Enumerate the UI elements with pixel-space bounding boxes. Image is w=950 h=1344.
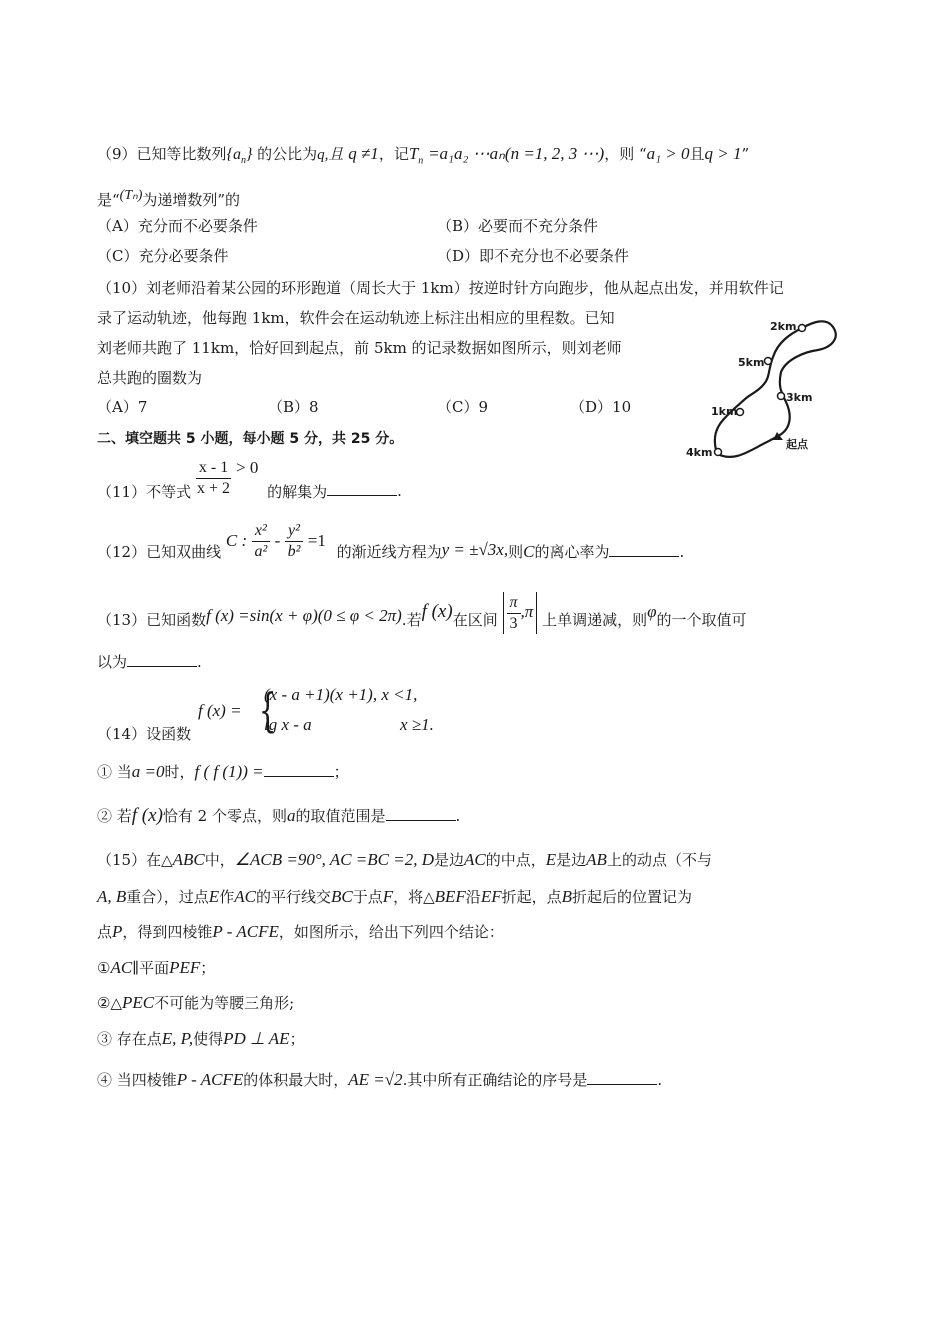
q14-p2-end: . — [455, 807, 461, 825]
q15-l2-g: 折起，点 — [501, 888, 562, 906]
q15-l2-e2: ，将△ — [393, 888, 435, 906]
q9-a1: a₁ > 0 — [646, 144, 690, 163]
q14-p1-b: 时， — [164, 763, 195, 781]
label-start: 起点 — [786, 438, 808, 451]
q15-l3-c: ，如图所示，给出下列四个结论： — [278, 923, 504, 941]
q15-l2-e: E — [208, 887, 220, 906]
q14-p1-answer-blank[interactable] — [264, 762, 334, 777]
q15-c2-b: 不可能为等腰三角形; — [154, 994, 295, 1012]
q15-l2-bc: BC — [330, 887, 353, 906]
q13-number: （13）已知函数 — [97, 611, 207, 629]
q15-ab: AB — [586, 850, 607, 869]
q15-l2-c: 的平行线交 — [255, 888, 331, 906]
q12-curve: C : — [225, 531, 248, 550]
q15-l1-c: 是边 — [433, 851, 464, 869]
q14-case-2-expr: lg x - a — [264, 715, 312, 734]
q11-denominator: x + 2 — [197, 479, 231, 497]
q10-option-d: （D）10 — [570, 398, 632, 416]
section-2-heading: 二、填空题共 5 小题，每小题 5 分，共 25 分。 — [97, 431, 404, 447]
q12-y2: y² — [285, 521, 303, 542]
q15-c2-pec: PEC — [121, 993, 155, 1012]
q13-pi-end: ,π — [520, 602, 534, 622]
q15-c4-pyramid: P - ACFE — [176, 1070, 244, 1089]
q15-c2-a: ②△ — [97, 994, 122, 1012]
q15-l1-b: 中， — [204, 851, 235, 869]
q9-option-c: （C）充分必要条件 — [97, 247, 229, 265]
q14-p1-end: ； — [333, 763, 349, 781]
q15-l3-a: 点 — [97, 923, 113, 941]
q9-option-a: （A）充分而不必要条件 — [97, 217, 258, 235]
label-2km: 2km — [770, 320, 797, 333]
q15-l2-ac: AC — [234, 887, 256, 906]
q14-brace: { — [258, 683, 277, 737]
q15-ac: AC — [464, 850, 486, 869]
q14-part1 — [97, 762, 349, 782]
q9-line1 — [97, 144, 749, 171]
q9-q-text: q,且 — [317, 147, 344, 163]
q9-text-c: ，记 — [378, 145, 409, 163]
q15-c3-b: 使得 — [193, 1030, 224, 1048]
q15-abc: ABC — [172, 850, 205, 869]
q10-option-a: （A）7 — [97, 398, 148, 416]
q13-end: . — [197, 653, 202, 671]
q15-c4-end: . — [657, 1071, 663, 1089]
q10-line1: （10）刘老师沿着某公园的环形跑道（周长大于 1km）按逆时针方向跑步，他从起点出发，并用软件记 — [97, 279, 784, 297]
q11-numerator: x - 1 — [196, 458, 231, 479]
q15-l2-f2: 沿 — [465, 888, 481, 906]
q9-line2-a: 是“ — [97, 191, 120, 209]
q12-number: （12）已知双曲线 — [97, 543, 222, 561]
q15-l2-b: 作 — [219, 888, 235, 906]
q12-equals: =1 — [307, 531, 326, 550]
q14-fx: f (x) = — [198, 701, 242, 720]
q15-l3-p: P — [112, 922, 123, 941]
marker-2km — [799, 325, 806, 332]
marker-1km — [737, 409, 744, 416]
q14-p2-c: 的取值范围是 — [295, 807, 386, 825]
q15-c1-end: ； — [200, 959, 216, 977]
q12-line — [97, 520, 684, 562]
q9-text-a: 已知等比数列 — [136, 145, 227, 163]
q14-p2-a-var: a — [287, 806, 296, 825]
marker-3km — [778, 393, 785, 400]
q13-interval — [503, 592, 538, 634]
q13-pi-over-3 — [507, 593, 521, 634]
q15-l1-d: 的中点， — [485, 851, 546, 869]
q15-conclusion-1 — [97, 958, 215, 978]
q14-p2-fx: f (x) — [131, 805, 163, 826]
q15-l2-d: 于点 — [352, 888, 383, 906]
label-1km: 1km — [711, 405, 738, 418]
q14-part2 — [97, 806, 460, 826]
q9-line2-b: 为递增数列”的 — [142, 191, 241, 209]
q15-l2-a: 重合），过点 — [126, 888, 209, 906]
q14-case-1: (x - a +1)(x +1), x <1, — [264, 685, 418, 704]
q14-p1-cond: a =0 — [131, 762, 165, 781]
q9-tn-def: $T_n$ — [408, 144, 424, 167]
q12-fraction-x — [252, 521, 270, 562]
q15-c4-a: ④ 当四棱锥 — [97, 1071, 177, 1089]
q15-c4-c: .其中所有正确结论的序号是 — [402, 1071, 588, 1089]
q13-text-a: .若 — [401, 611, 422, 629]
q15-condition: ∠ACB =90°, AC =BC =2, D — [234, 850, 434, 869]
q9-option-b: （B）必要而不充分条件 — [437, 217, 599, 235]
q13-line1 — [97, 592, 747, 634]
q11-fraction — [196, 458, 231, 499]
q9-text-d: ，则 “ — [604, 145, 647, 163]
q9-sequence: $\{a_n\}$ — [226, 146, 253, 167]
q13-text-b: 在区间 — [452, 611, 498, 629]
q9-condition-q: q ≠1 — [348, 144, 379, 163]
q9-q-gt: q > 1 — [704, 144, 742, 163]
q11-answer-blank[interactable] — [327, 481, 397, 496]
q15-conclusion-4 — [97, 1070, 662, 1090]
q15-l1-a: （15）在△ — [97, 851, 173, 869]
q15-l3-b: ，得到四棱锥 — [122, 923, 213, 941]
q14-number: （14）设函数 — [97, 725, 192, 743]
q12-fraction-y — [285, 521, 303, 562]
q12-asymptote: y = ±√3x, — [441, 540, 509, 559]
q12-b2: b² — [287, 542, 301, 560]
q15-l1-f: 上的动点（不与 — [606, 851, 712, 869]
q15-l2-f: F — [382, 887, 394, 906]
q15-c3-a: ③ 存在点 — [97, 1030, 162, 1048]
q15-c1-a: ① — [97, 959, 111, 977]
q15-c4-b: 的体积最大时， — [243, 1071, 349, 1089]
q11-text: 的解集为 — [267, 483, 328, 501]
q10-option-b: （B）8 — [268, 398, 319, 416]
q14-p1-a: ① 当 — [97, 763, 132, 781]
q15-c1-pef: PEF — [169, 958, 201, 977]
label-3km: 3km — [786, 391, 813, 404]
q15-line1 — [97, 850, 712, 870]
q15-l3-pyramid: P - ACFE — [212, 922, 279, 941]
q15-l2-bef: BEF — [434, 887, 466, 906]
q15-c1-ac: AC — [110, 958, 133, 977]
q15-conclusion-2 — [97, 993, 294, 1013]
q12-x2: x² — [252, 521, 270, 542]
marker-4km — [715, 449, 722, 456]
q12-c: C — [523, 542, 535, 561]
q11-end: . — [397, 482, 402, 500]
q10-option-c: （C）9 — [437, 398, 489, 416]
label-4km: 4km — [686, 446, 713, 459]
q9-number: （9） — [97, 145, 137, 163]
q9-n-range: (n =1, 2, 3 ⋯) — [504, 144, 605, 163]
q15-answer-blank[interactable] — [587, 1070, 657, 1085]
q15-line3 — [97, 922, 504, 942]
q13-answer-blank[interactable] — [127, 652, 197, 667]
q9-option-d: （D）即不充分也不必要条件 — [437, 247, 630, 265]
q15-l2-ab: A, B — [97, 887, 127, 906]
q14-p2-b: 恰有 2 个零点，则 — [162, 807, 287, 825]
q10-line4: 总共跑的圈数为 — [97, 369, 203, 387]
q15-c3-ep: E, P, — [161, 1029, 194, 1048]
q14-p2-answer-blank[interactable] — [386, 806, 456, 821]
q13-three: 3 — [509, 614, 518, 632]
q12-minus: - — [274, 531, 281, 550]
q13-fx: f (x) — [421, 601, 453, 622]
q9-line2 — [97, 186, 240, 210]
q15-line2 — [97, 887, 692, 907]
q12-end: . — [679, 543, 685, 561]
q11-gt: > 0 — [235, 458, 259, 477]
q15-l2-ef: EF — [480, 887, 502, 906]
q12-text-b: 则 — [508, 543, 524, 561]
q10-line3: 刘老师共跑了 11km，恰好回到起点，前 5km 的记录数据如图所示，则刘老师 — [97, 339, 622, 357]
q9-tn-expr: =a₁a₂ ⋯aₙ — [428, 144, 505, 163]
q9-close-quote: ” — [741, 145, 750, 163]
q12-text-c: 的离心率为 — [534, 543, 610, 561]
q14-p2-a: ② 若 — [97, 807, 132, 825]
q12-text-a: 的渐近线方程为 — [336, 543, 442, 561]
q13-phi: φ — [647, 602, 657, 621]
q14-header — [97, 724, 191, 744]
q9-and: 且 — [689, 145, 705, 163]
q11-line — [97, 457, 402, 499]
marker-5km — [765, 358, 772, 365]
q11-number: （11）不等式 — [97, 483, 192, 501]
label-5km: 5km — [738, 356, 765, 369]
q13-text-d: 的一个取值可 — [656, 611, 747, 629]
q13-function: f (x) =sin(x + φ)(0 ≤ φ < 2π) — [206, 606, 402, 625]
q15-c3-expr: PD ⊥ AE — [223, 1029, 290, 1048]
running-track-figure — [678, 312, 858, 477]
q13-text-c: 上单调递减，则 — [542, 611, 648, 629]
q14-case-2-cond: x ≥1. — [400, 715, 434, 734]
q15-c1-b: ∥平面 — [132, 959, 170, 977]
q13-line2-text: 以为 — [97, 653, 128, 671]
q15-c4-expr: AE =√2 — [348, 1070, 403, 1089]
q9-tn-seq: (Tₙ) — [119, 188, 143, 203]
q15-l2-h: 折起后的位置记为 — [572, 888, 693, 906]
q14-p1-expr: f ( f (1)) = — [194, 762, 264, 781]
q9-text-b: 的公比为 — [257, 145, 318, 163]
q10-line2: 录了运动轨迹，他每跑 1km，软件会在运动轨迹上标注出相应的里程数。已知 — [97, 309, 615, 327]
q13-pi: π — [507, 593, 521, 614]
q15-conclusion-3 — [97, 1029, 305, 1049]
q15-c3-end: ； — [289, 1030, 305, 1048]
q15-l1-e: 是边 — [556, 851, 587, 869]
q13-line2 — [97, 652, 202, 672]
q12-a2: a² — [254, 542, 268, 560]
q15-l2-b2: B — [561, 887, 572, 906]
q15-e: E — [545, 850, 557, 869]
q12-answer-blank[interactable] — [609, 542, 679, 557]
